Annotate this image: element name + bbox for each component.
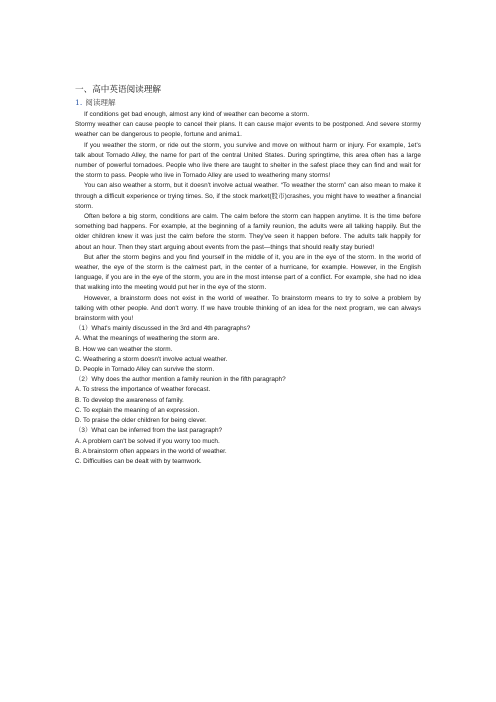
- reading-passage: [75, 110, 421, 324]
- subsection-heading: [75, 97, 421, 108]
- option-d: D. To praise the older children for being clever.: [75, 417, 207, 425]
- option-b: B. How we can weather the storm.: [75, 345, 173, 353]
- option-a: A. What the meanings of weathering the storm are.: [75, 335, 220, 343]
- question-3: [75, 426, 421, 467]
- question-list: [75, 324, 421, 467]
- passage-paragraph-1: If conditions get bad enough, almost any kind of weather can become a storm.: [84, 111, 310, 118]
- subsection-label: 阅读理解: [85, 98, 116, 107]
- subsection-number: 1.: [75, 98, 83, 107]
- question-1: [75, 324, 421, 375]
- option-c: C. Weathering a storm doesn't involve actual weather.: [75, 355, 228, 363]
- option-a: A. A problem can't be solved if you worry too much.: [75, 437, 220, 445]
- question-prompt: （2）Why does the author mention a family reunion in the fifth paragraph?: [75, 376, 286, 384]
- option-c: C. Difficulties can be dealt with by teamwork.: [75, 457, 202, 465]
- option-d: D. People in Tornado Alley can survive the storm.: [75, 366, 215, 374]
- passage-paragraph-7: However, a brainstorm does not exist in the world of weather. To brainstorm means to try to solve a problem by talking with other people. And don't worry. If we have trouble thinking of an idea for the next program, we can always brainstorm with you!: [75, 294, 421, 323]
- question-prompt: （1）What's mainly discussed in the 3rd and 4th paragraphs?: [75, 325, 251, 333]
- question-prompt: （3）What can be inferred from the last paragraph?: [75, 427, 223, 435]
- passage-paragraph-5: Often before a big storm, conditions are calm. The calm before the storm can happen anytime. It is the time before something bad happens. For example, at the beginning of a family reunion, the adults were all talking happily. But the older children knew it was just the calm before the storm. They've seen it happen before. The adults talk happily for about an hour. Then they start arguing about events from the past—things that should really stay buried!: [75, 213, 421, 251]
- passage-paragraph-2: Stormy weather can cause people to cancel their plans. It can cause major events to be postponed. And severe stormy weather can be dangerous to people, fortune and anima1.: [75, 121, 421, 139]
- section-title: 一、高中英语阅读理解: [75, 85, 161, 95]
- question-2: [75, 375, 421, 426]
- document-page: [75, 84, 421, 467]
- option-b: B. To develop the awareness of family.: [75, 396, 184, 404]
- passage-paragraph-3: If you weather the storm, or ride out the storm, you survive and move on without harm or injury. For example, 1et's talk about Tornado Alley, the name for part of the central United States. During springtime, this area often has a large number of powerful tornadoes. People who live there are taught to shelter in the safest place they can find and wait for the storm to pass. People who live in Tornado Alley are used to weathering many storms!: [75, 141, 421, 180]
- passage-paragraph-4: You can also weather a storm, but it doesn't involve actual weather. “To weather the storm” can also mean to make it through a difficult experience or trying times. So, if the stock market(股市)crashes, you might have to weather a financial storm.: [75, 182, 421, 210]
- option-c: C. To explain the meaning of an expression.: [75, 406, 200, 414]
- passage-paragraph-6: But after the storm begins and you find yourself in the middle of it, you are in the eye of the storm. In the world of weather, the eye of the storm is the calmest part, in the center of a hurricane, for example. However, in the English language, if you are in the eye of the storm, you are in the most intense part of a conflict. For example, she had no idea that walking into the meeting would put her in the eye of the storm.: [75, 253, 421, 292]
- option-b: B. A brainstorm often appears in the world of weather.: [75, 447, 227, 455]
- option-a: A. To stress the importance of weather forecast.: [75, 386, 211, 394]
